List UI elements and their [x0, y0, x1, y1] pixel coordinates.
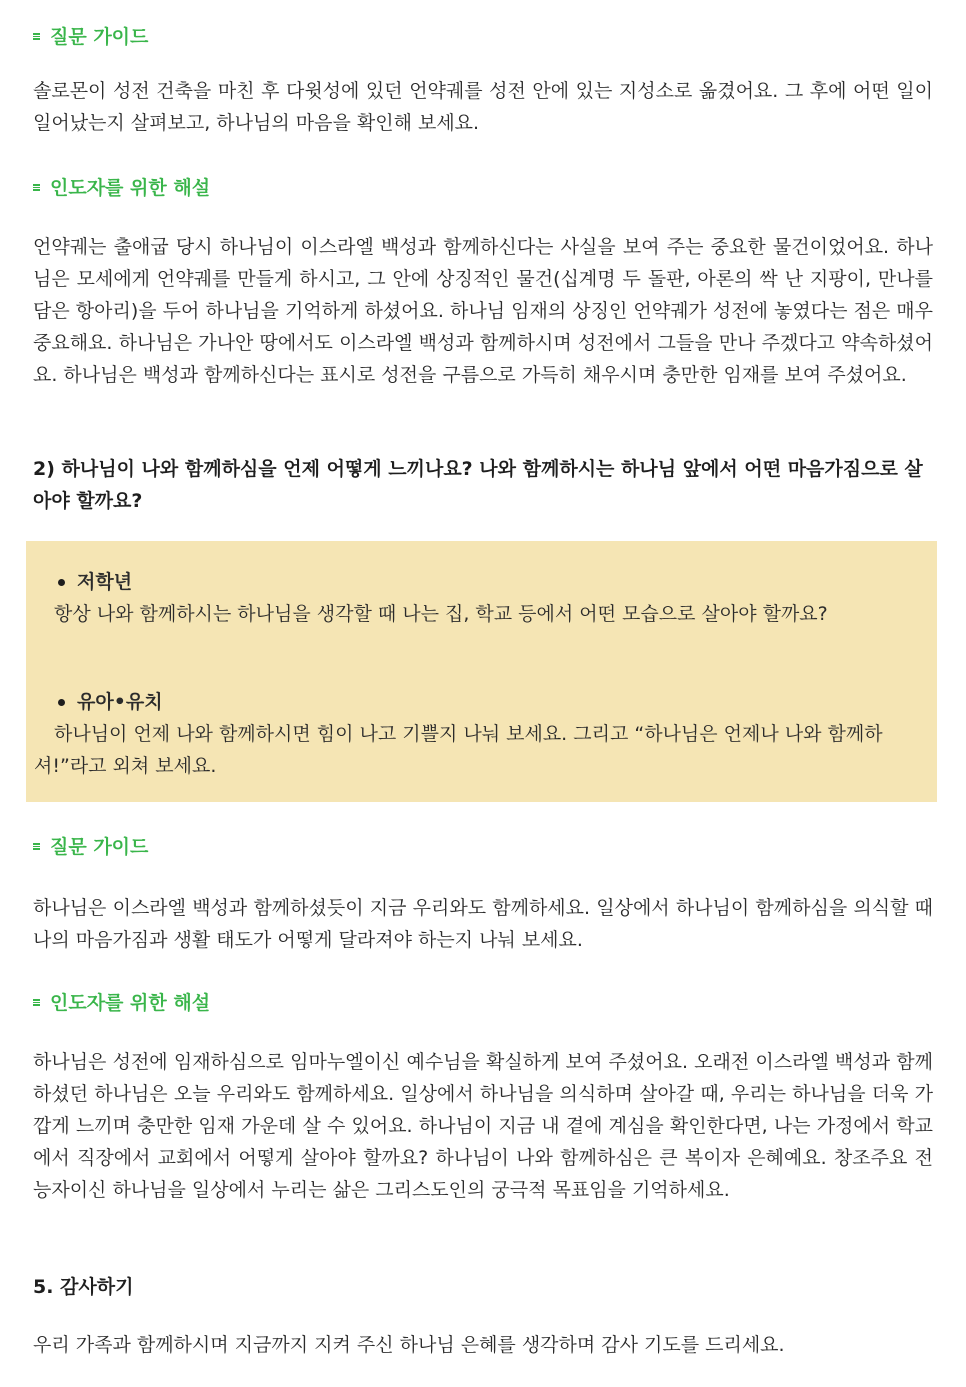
level-heading	[34, 566, 924, 598]
menu-lines-icon	[33, 32, 40, 41]
guide-heading-label: 인도자를 위한 해설	[50, 992, 211, 1014]
guide-paragraph-question-2: 하나님은 이스라엘 백성과 함께하셨듯이 지금 우리와도 함께하세요. 일상에서 하나님이 함께하심을 의식할 때 나의 마음가짐과 생활 태도가 어떻게 달라져야 하는지 나눠 보세요.	[33, 897, 933, 951]
level-heading	[34, 686, 924, 718]
menu-lines-icon	[33, 183, 40, 192]
age-level-box	[26, 541, 937, 802]
discussion-question: 2) 하나님이 나와 함께하심을 언제 어떻게 느끼나요? 나와 함께하시는 하나님 앞에서 어떤 마음가짐으로 살아야 할까요?	[33, 458, 923, 512]
menu-lines-icon	[33, 998, 40, 1007]
menu-lines-icon	[33, 842, 40, 851]
guide-heading-label: 인도자를 위한 해설	[50, 177, 211, 199]
guide-paragraph-leader-2: 하나님은 성전에 임재하심으로 임마누엘이신 예수님을 확실하게 보여 주셨어요. 오래전 이스라엘 백성과 함께하셨던 하나님은 오늘 우리와도 함께하세요. 일상에서 하나님을 의식하며 살아갈 때, 우리는 하나님을 더욱 가깝게 느끼며 충만한 임재 가운데 살 수 있어요. 하나님이 지금 내 곁에 계심을 확인한다면, 나는 가정에서 학교에서 직장에서 교회에서 어떻게 살아야 할까요? 하나님이 나와 함께하심은 큰 복이자 은혜예요. 창조주요 전능자이신 하나님을 일상에서 누리는 삶은 그리스도인의 궁극적 목표임을 기억하세요.	[33, 1051, 933, 1201]
section-title-thanks: 5. 감사하기	[33, 1276, 134, 1298]
guide-heading-question-2	[33, 832, 933, 859]
guide-heading-leader-2	[33, 988, 933, 1015]
guide-heading-label: 질문 가이드	[50, 26, 149, 48]
level-item-lower-grade	[34, 566, 924, 630]
guide-heading-label: 질문 가이드	[50, 836, 149, 858]
level-text: 항상 나와 함께하시는 하나님을 생각할 때 나는 집, 학교 등에서 어떤 모습으로 살아야 할까요?	[54, 603, 828, 625]
guide-heading-question-1	[33, 22, 933, 49]
guide-heading-leader-1	[33, 173, 933, 200]
thanks-paragraph: 우리 가족과 함께하시며 지금까지 지켜 주신 하나님 은혜를 생각하며 감사 기도를 드리세요.	[33, 1334, 785, 1356]
guide-paragraph-leader-1: 언약궤는 출애굽 당시 하나님이 이스라엘 백성과 함께하신다는 사실을 보여 주는 중요한 물건이었어요. 하나님은 모세에게 언약궤를 만들게 하시고, 그 안에 상징적인 물건(십계명 두 돌판, 아론의 싹 난 지팡이, 만나를 담은 항아리)을 두어 하나님을 기억하게 하셨어요. 하나님 임재의 상징인 언약궤가 성전에 놓였다는 점은 매우 중요해요. 하나님은 가나안 땅에서도 이스라엘 백성과 함께하시며 성전에서 그들을 만나 주겠다고 약속하셨어요. 하나님은 백성과 함께하신다는 표시로 성전을 구름으로 가득히 채우시며 충만한 임재를 보여 주셨어요.	[33, 236, 933, 386]
guide-paragraph-question-1: 솔로몬이 성전 건축을 마친 후 다윗성에 있던 언약궤를 성전 안에 있는 지성소로 옮겼어요. 그 후에 어떤 일이 일어났는지 살펴보고, 하나님의 마음을 확인해 보세요.	[33, 80, 933, 134]
level-title: 저학년	[77, 571, 133, 593]
bullet-dot-icon	[58, 699, 65, 706]
level-item-preschool	[34, 686, 924, 782]
level-title: 유아•유치	[77, 691, 163, 713]
bullet-dot-icon	[58, 579, 65, 586]
level-text: 하나님이 언제 나와 함께하시면 힘이 나고 기쁠지 나눠 보세요. 그리고 “하나님은 언제나 나와 함께하셔!”라고 외쳐 보세요.	[34, 723, 883, 777]
